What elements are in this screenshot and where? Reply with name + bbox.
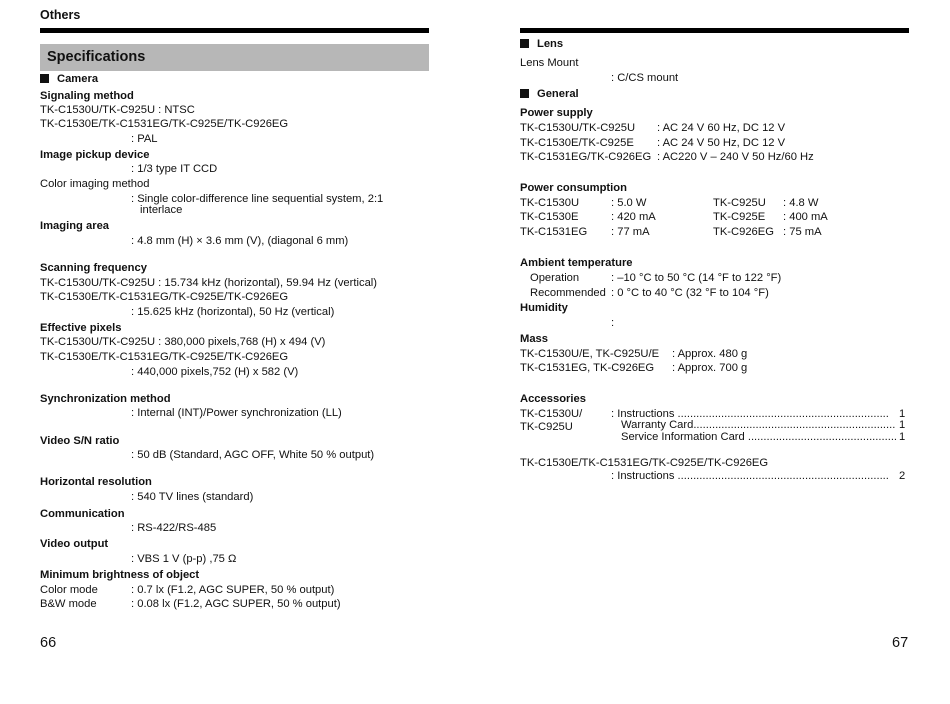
pixels-row1: TK-C1530U/TK-C925U : 380,000 pixels,768 (H) x 494 (V) — [40, 336, 326, 348]
square-bullet-icon — [40, 74, 49, 83]
power-supply-value-2: : AC 24 V 50 Hz, DC 12 V — [657, 137, 786, 149]
humidity-value: : — [611, 317, 615, 329]
acc-item-instructions-2: : Instructions .................................................................... — [611, 470, 889, 482]
sn-row1: : 50 dB (Standard, AGC OFF, White 50 % output) — [131, 449, 375, 461]
signaling-row2: TK-C1530E/TK-C1531EG/TK-C925E/TK-C926EG — [40, 118, 289, 130]
lens-mount-value: : C/CS mount — [611, 72, 679, 84]
humidity-title: Humidity — [520, 302, 568, 314]
power-supply-model-1: TK-C1530U/TK-C925U — [520, 122, 636, 134]
camera-heading — [40, 73, 98, 86]
mass-model-2: TK-C1531EG, TK-C926EG — [520, 362, 655, 374]
imaging-area-title: Imaging area — [40, 220, 110, 232]
square-bullet-icon — [520, 89, 529, 98]
pickup-title: Image pickup device — [40, 149, 150, 161]
acc-item-instructions: : Instructions .................................................................... — [611, 408, 889, 420]
bw-mode-label: B&W mode — [40, 598, 97, 610]
operation-label: Operation — [530, 272, 580, 284]
minbright-title: Minimum brightness of object — [40, 569, 200, 581]
power-consumption-title: Power consumption — [520, 182, 627, 194]
pickup-row1: : 1/3 type IT CCD — [131, 163, 218, 175]
color-imaging-row1: : Single color-difference line sequential system, 2:1 — [131, 193, 384, 205]
header-rule-right — [520, 28, 909, 33]
mass-title: Mass — [520, 333, 548, 345]
pc-model-2b: TK-C925E — [713, 211, 766, 223]
scanning-row1: TK-C1530U/TK-C925U : 15.734 kHz (horizontal), 59.94 Hz (vertical) — [40, 277, 377, 289]
square-bullet-icon — [520, 39, 529, 48]
imaging-area-row1: : 4.8 mm (H) × 3.6 mm (V), (diagonal 6 mm) — [131, 235, 349, 247]
comm-row1: : RS-422/RS-485 — [131, 522, 217, 534]
scanning-row2: TK-C1530E/TK-C1531EG/TK-C925E/TK-C926EG — [40, 291, 289, 303]
pc-model-2a: TK-C1530E — [520, 211, 579, 223]
accessories-title: Accessories — [520, 393, 586, 405]
bw-mode-value: : 0.08 lx (F1.2, AGC SUPER, 50 % output) — [131, 598, 341, 610]
color-mode-value: : 0.7 lx (F1.2, AGC SUPER, 50 % output) — [131, 584, 335, 596]
scanning-row3: : 15.625 kHz (horizontal), 50 Hz (vertical) — [131, 306, 335, 318]
signaling-title: Signaling method — [40, 90, 134, 102]
sync-row1: : Internal (INT)/Power synchronization (LL) — [131, 407, 342, 419]
pixels-row3: : 440,000 pixels,752 (H) x 582 (V) — [131, 366, 299, 378]
power-supply-model-3: TK-C1531EG/TK-C926EG — [520, 151, 652, 163]
color-imaging-label: Color imaging method — [40, 178, 150, 190]
pixels-title: Effective pixels — [40, 322, 122, 334]
power-supply-title: Power supply — [520, 107, 593, 119]
operation-value: : –10 °C to 50 °C (14 °F to 122 °F) — [611, 272, 782, 284]
recommended-value: : 0 °C to 40 °C (32 °F to 104 °F) — [611, 287, 769, 299]
lens-mount-label: Lens Mount — [520, 57, 579, 69]
sync-title: Synchronization method — [40, 393, 171, 405]
pc-value-3b: : 75 mA — [783, 226, 822, 238]
signaling-row1: TK-C1530U/TK-C925U : NTSC — [40, 104, 195, 116]
acc-model-group2: TK-C1530E/TK-C1531EG/TK-C925E/TK-C926EG — [520, 457, 769, 469]
power-supply-value-1: : AC 24 V 60 Hz, DC 12 V — [657, 122, 786, 134]
pixels-row2: TK-C1530E/TK-C1531EG/TK-C925E/TK-C926EG — [40, 351, 289, 363]
vout-row1: : VBS 1 V (p-p) ,75 Ω — [131, 553, 237, 565]
pc-model-3b: TK-C926EG — [713, 226, 774, 238]
color-mode-label: Color mode — [40, 584, 98, 596]
comm-title: Communication — [40, 508, 125, 520]
pc-value-1b: : 4.8 W — [783, 197, 819, 209]
power-supply-model-2: TK-C1530E/TK-C925E — [520, 137, 634, 149]
header-rule-left — [40, 28, 429, 33]
color-imaging-row2: interlace — [140, 204, 183, 216]
section-label: Others — [40, 8, 81, 22]
hres-row1: : 540 TV lines (standard) — [131, 491, 254, 503]
vout-title: Video output — [40, 538, 109, 550]
acc-item-warranty: Warranty Card................................................................. — [621, 419, 896, 431]
lens-heading — [520, 38, 563, 51]
acc-qty-instructions-2: 2 — [899, 470, 906, 482]
pc-value-3a: : 77 mA — [611, 226, 650, 238]
pc-model-3a: TK-C1531EG — [520, 226, 588, 238]
pc-value-2a: : 420 mA — [611, 211, 656, 223]
pc-value-2b: : 400 mA — [783, 211, 828, 223]
signaling-row3: : PAL — [131, 133, 158, 145]
acc-qty-service: 1 — [899, 431, 906, 443]
scanning-title: Scanning frequency — [40, 262, 147, 274]
sn-title: Video S/N ratio — [40, 435, 120, 447]
ambient-title: Ambient temperature — [520, 257, 633, 269]
acc-item-service: Service Information Card ................................................ — [621, 431, 898, 443]
page-number-left: 66 — [40, 635, 57, 651]
pc-value-1a: : 5.0 W — [611, 197, 647, 209]
mass-value-2: : Approx. 700 g — [672, 362, 748, 374]
mass-model-1: TK-C1530U/E, TK-C925U/E — [520, 348, 660, 360]
general-heading-text: General — [537, 88, 579, 100]
lens-heading-text: Lens — [537, 38, 564, 50]
pc-model-1a: TK-C1530U — [520, 197, 580, 209]
page-number-right: 67 — [892, 635, 909, 651]
pc-model-1b: TK-C925U — [713, 197, 766, 209]
camera-heading-text: Camera — [57, 73, 99, 85]
acc-model-line1: TK-C1530U/ — [520, 408, 583, 420]
acc-qty-warranty: 1 — [899, 419, 906, 431]
recommended-label: Recommended — [530, 287, 606, 299]
acc-model-line2: TK-C925U — [520, 421, 573, 433]
specifications-banner — [40, 44, 429, 71]
mass-value-1: : Approx. 480 g — [672, 348, 748, 360]
acc-qty-instructions: 1 — [899, 408, 906, 420]
general-heading — [520, 88, 579, 101]
hres-title: Horizontal resolution — [40, 476, 152, 488]
page-title: Specifications — [47, 49, 146, 65]
power-supply-value-3: : AC220 V – 240 V 50 Hz/60 Hz — [657, 151, 814, 163]
